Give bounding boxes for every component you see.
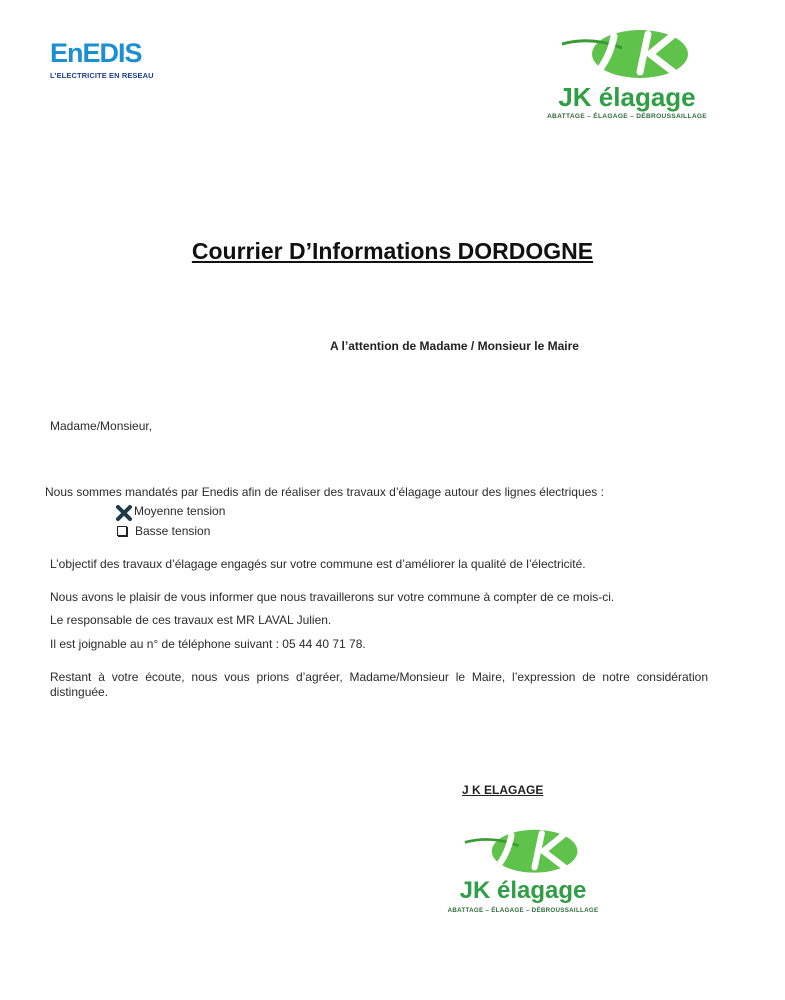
enedis-wordmark-graphic [50, 40, 154, 66]
intro-paragraph: Nous sommes mandatés par Enedis afin de réaliser des travaux d’élagage autour des lignes électriques : [45, 485, 604, 499]
salutation: Madame/Monsieur, [50, 419, 153, 433]
leaf-icon [453, 828, 593, 878]
leaf-icon [552, 28, 702, 84]
jk-logo-name: JK élagage [558, 82, 696, 112]
option-label: Basse tension [135, 524, 211, 538]
signature: J K ELAGAGE [462, 783, 544, 797]
unchecked-box-icon [117, 526, 127, 536]
paragraph-responsable: Le responsable de ces travaux est MR LAVAL Julien. [50, 613, 332, 627]
enedis-wordmark [50, 40, 170, 71]
jk-elagage-logo-signature [418, 828, 628, 914]
jk-elagage-logo-header [522, 28, 732, 120]
option-basse-tension [116, 524, 210, 538]
paragraph-objectif: L’objectif des travaux d’élagage engagés sur votre commune est d’améliorer la qualité de l’électricité. [50, 557, 586, 571]
paragraph-telephone: Il est joignable au n° de téléphone suivant : 05 44 40 71 78. [50, 637, 366, 651]
enedis-tagline: L'ELECTRICITE EN RESEAU [50, 71, 154, 80]
checked-x-icon [116, 505, 128, 517]
recipient-line: A l’attention de Madame / Monsieur le Maire [330, 339, 579, 353]
jk-logo-tagline: ABATTAGE – ÉLAGAGE – DÉBROUSSAILLAGE [546, 113, 708, 120]
option-label: Moyenne tension [134, 504, 226, 518]
paragraph-closing: Restant à votre écoute, nous vous prions d’agréer, Madame/Monsieur le Maire, l’expression de notre considération distinguée. [50, 670, 708, 699]
paragraph-information: Nous avons le plaisir de vous informer que nous travaillerons sur votre commune à compter de ce mois-ci. [50, 590, 615, 604]
enedis-logo [50, 40, 170, 80]
jk-logo-tagline: ABATTAGE – ÉLAGAGE – DÉBROUSSAILLAGE [447, 907, 599, 914]
svg-text:EnEDIS: EnEDIS [50, 40, 142, 66]
option-moyenne-tension [116, 504, 225, 518]
jk-logo-name: JK élagage [459, 877, 587, 904]
page-title: Courrier D’Informations DORDOGNE [191, 238, 594, 264]
